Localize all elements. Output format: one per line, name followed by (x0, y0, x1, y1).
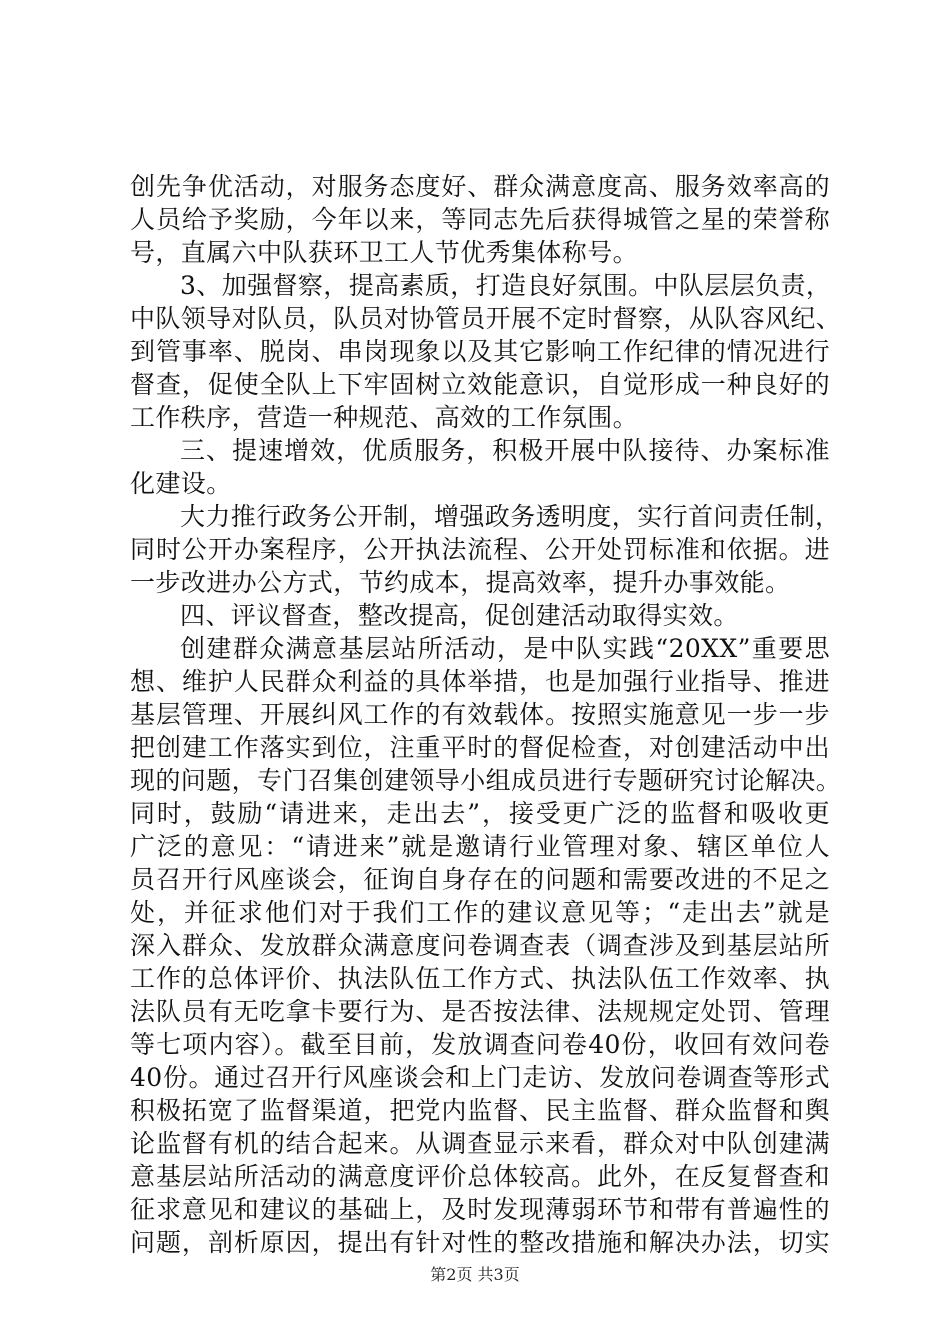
text-line: 意基层站所活动的满意度评价总体较高。此外，在反复督查和 (130, 1162, 830, 1191)
section-heading: 三、提速增效，优质服务，积极开展中队接待、办案标准 (180, 436, 830, 465)
text-line: 创建群众满意基层站所活动，是中队实践“20XX”重要思 (180, 634, 830, 663)
text-line: 中队领导对队员，队员对协管员开展不定时督察，从队容风纪、 (130, 304, 842, 333)
text-line: 广泛的意见：“请进来”就是邀请行业管理对象、辖区单位人 (130, 832, 830, 861)
text-line: 人员给予奖励，今年以来，等同志先后获得城管之星的荣誉称 (130, 205, 830, 234)
text-line: 同时，鼓励“请进来，走出去”，接受更广泛的监督和吸收更 (130, 799, 830, 828)
page-number-footer: 第2页 共3页 (430, 1265, 520, 1284)
text-line: 大力推行政务公开制，增强政务透明度，实行首问责任制， (180, 502, 841, 531)
text-line: 同时公开办案程序，公开执法流程、公开处罚标准和依据。进 (130, 535, 830, 564)
text-line: 等七项内容）。截至目前，发放调查问卷40份，收回有效问卷 (130, 1030, 830, 1059)
text-line: 想、维护人民群众利益的具体举措，也是加强行业指导、推进 (130, 667, 830, 696)
text-line: 号，直属六中队获环卫工人节优秀集体称号。 (130, 238, 639, 267)
text-line: 征求意见和建议的基础上，及时发现薄弱环节和带有普遍性的 (130, 1195, 830, 1224)
text-line: 督查，促使全队上下牢固树立效能意识，自觉形成一种良好的 (130, 370, 830, 399)
text-line: 员召开行风座谈会，征询自身存在的问题和需要改进的不足之 (130, 865, 830, 894)
text-line: 创先争优活动，对服务态度好、群众满意度高、服务效率高的 (130, 172, 830, 201)
text-line: 工作的总体评价、执法队伍工作方式、执法队伍工作效率、执 (130, 964, 830, 993)
text-line: 法队员有无吃拿卡要行为、是否按法律、法规规定处罚、管理 (130, 997, 830, 1026)
text-line: 40份。通过召开行风座谈会和上门走访、发放问卷调查等形式 (130, 1063, 830, 1092)
text-line: 处，并征求他们对于我们工作的建议意见等；“走出去”就是 (130, 898, 830, 927)
body-text (130, 170, 842, 1259)
text-line: 工作秩序，营造一种规范、高效的工作氛围。 (130, 403, 639, 432)
text-line: 现的问题，专门召集创建领导小组成员进行专题研究讨论解决。 (130, 766, 842, 795)
text-line: 深入群众、发放群众满意度问卷调查表（调查涉及到基层站所 (130, 931, 830, 960)
text-line: 积极拓宽了监督渠道，把党内监督、民主监督、群众监督和舆 (130, 1096, 830, 1125)
text-line: 论监督有机的结合起来。从调查显示来看，群众对中队创建满 (130, 1129, 830, 1158)
section-heading: 四、评议督查，整改提高，促创建活动取得实效。 (180, 601, 739, 630)
text-line: 基层管理、开展纠风工作的有效载体。按照实施意见一步一步 (130, 700, 830, 729)
text-line: 把创建工作落实到位，注重平时的督促检查，对创建活动中出 (130, 733, 830, 762)
text-line: 问题，剖析原因，提出有针对性的整改措施和解决办法，切实 (130, 1228, 830, 1257)
section-heading: 化建设。 (130, 469, 232, 498)
text-line: 到管事率、脱岗、串岗现象以及其它影响工作纪律的情况进行 (130, 337, 830, 366)
text-line: 一步改进办公方式，节约成本，提高效率，提升办事效能。 (130, 568, 791, 597)
text-line: 3、加强督察，提高素质，打造良好氛围。中队层层负责， (180, 271, 832, 300)
